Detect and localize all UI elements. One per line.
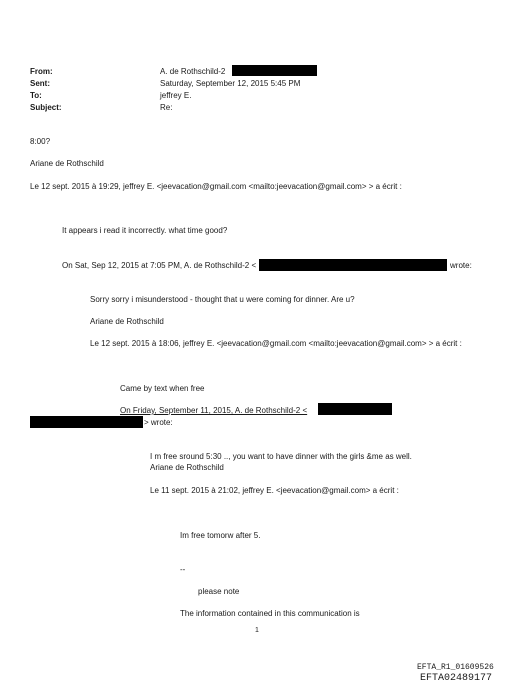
redaction-email-2b xyxy=(30,416,143,428)
body-quote-header-2-end: wrote: xyxy=(450,261,472,270)
body-please-note: please note xyxy=(198,587,240,596)
body-quote-header-2: On Sat, Sep 12, 2015 at 7:05 PM, A. de Rothschild-2 < xyxy=(62,261,257,270)
body-reply-3: Came by text when free xyxy=(120,384,205,393)
redaction-from xyxy=(232,65,317,76)
from-label: From: xyxy=(30,67,53,76)
body-signature-3: Ariane de Rothschild xyxy=(150,463,224,472)
body-quote-header-4-end: > wrote: xyxy=(144,418,173,427)
sent-value: Saturday, September 12, 2015 5:45 PM xyxy=(160,79,301,88)
redaction-email-2a xyxy=(318,403,392,415)
from-value: A. de Rothschild-2 xyxy=(160,67,226,76)
body-reply-4: I m free sround 5:30 .., you want to have dinner with the girls &me as well. xyxy=(150,452,412,461)
body-quote-header-5: Le 11 sept. 2015 à 21:02, jeffrey E. <jeevacation@gmail.com> a écrit : xyxy=(150,486,399,495)
page-number: 1 xyxy=(255,627,259,634)
sent-label: Sent: xyxy=(30,79,50,88)
body-quote-header-3: Le 12 sept. 2015 à 18:06, jeffrey E. <jeevacation@gmail.com <mailto:jeevacation@gmail.com> > a écrit : xyxy=(90,339,462,348)
body-reply-5: Im free tomorw after 5. xyxy=(180,531,261,540)
to-label: To: xyxy=(30,91,42,100)
body-reply-2: Sorry sorry i misunderstood - thought that u were coming for dinner. Are u? xyxy=(90,295,355,304)
footer-code-1: EFTA_R1_01609526 xyxy=(417,663,494,672)
redaction-email-1 xyxy=(259,259,447,271)
body-reply-1: It appears i read it incorrectly. what time good? xyxy=(62,226,228,235)
subject-label: Subject: xyxy=(30,103,62,112)
body-line-time: 8:00? xyxy=(30,137,51,146)
body-quote-header-1: Le 12 sept. 2015 à 19:29, jeffrey E. <jeevacation@gmail.com <mailto:jeevacation@gmail.com> > a écrit : xyxy=(30,182,402,191)
to-value: jeffrey E. xyxy=(160,91,192,100)
body-separator: -- xyxy=(180,565,186,574)
body-signature-2: Ariane de Rothschild xyxy=(90,317,164,326)
body-signature-1: Ariane de Rothschild xyxy=(30,159,104,168)
body-disclaimer: The information contained in this communication is xyxy=(180,609,360,618)
body-quote-header-4: On Friday, September 11, 2015, A. de Rothschild-2 < xyxy=(120,406,308,415)
subject-value: Re: xyxy=(160,103,173,112)
footer-code-2: EFTA02489177 xyxy=(420,673,493,684)
